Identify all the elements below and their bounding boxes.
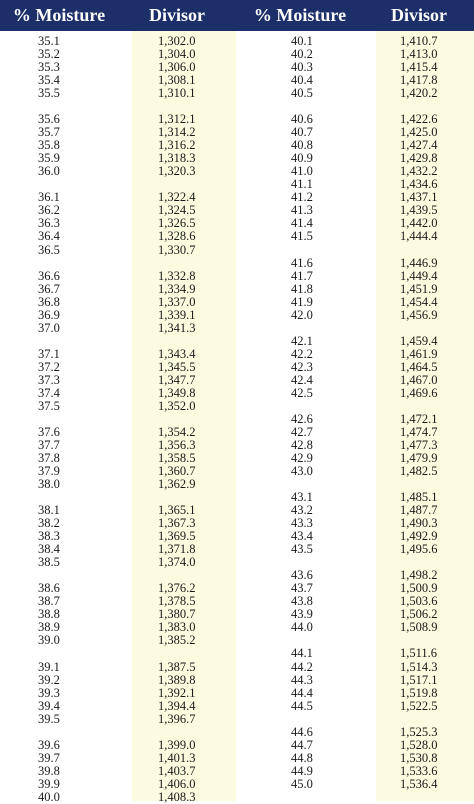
divisor-value: 1,320.3 [158, 164, 196, 179]
moisture-value: 41.7 [291, 268, 313, 283]
moisture-value: 42.0 [291, 307, 313, 322]
divisor-value: 1,500.9 [400, 581, 438, 596]
divisor-value: 1,341.3 [158, 320, 196, 335]
moisture-value: 39.7 [38, 750, 60, 765]
divisor-value: 1,345.5 [158, 359, 196, 374]
moisture-value: 37.4 [38, 385, 60, 400]
divisor-value: 1,432.2 [400, 164, 438, 179]
moisture-value: 39.9 [38, 776, 60, 791]
moisture-value: 38.0 [38, 477, 60, 492]
moisture-value: 43.2 [291, 503, 313, 518]
divisor-value: 1,454.4 [400, 294, 438, 309]
moisture-value: 42.6 [291, 411, 313, 426]
divisor-value: 1,420.2 [400, 86, 438, 101]
moisture-value: 36.4 [38, 229, 60, 244]
moisture-value: 43.5 [291, 542, 313, 557]
row-gap [400, 322, 470, 335]
moisture-value: 44.2 [291, 659, 313, 674]
header-moisture-1: % Moisture [12, 5, 106, 25]
divisor-value: 1,358.5 [158, 451, 196, 465]
divisor-value: 1,469.6 [400, 385, 438, 400]
moisture-value: 37.0 [38, 320, 60, 335]
divisor-value: 1,498.2 [400, 568, 438, 583]
divisor-value: 1,449.4 [400, 268, 438, 283]
divisor-value: 1,308.1 [158, 73, 196, 88]
divisor-value: 1,511.6 [400, 646, 438, 661]
moisture-value: 35.9 [38, 151, 60, 166]
moisture-value: 40.3 [291, 60, 313, 75]
divisor-value: 1,472.1 [400, 411, 438, 426]
row-gap [158, 335, 228, 348]
moisture-value: 42.5 [291, 385, 313, 400]
divisor-value: 1,347.7 [158, 372, 196, 387]
moisture-value: 36.9 [38, 307, 60, 322]
divisor-value: 1,354.2 [158, 424, 196, 439]
moisture-value: 41.0 [291, 164, 313, 179]
divisor-value: 1,376.2 [158, 581, 196, 596]
divisor-value: 1,408.3 [158, 789, 196, 804]
divisor-value: 1,479.9 [400, 451, 438, 465]
divisor-value: 1,314.2 [158, 125, 196, 140]
divisor-value: 1,508.9 [400, 620, 438, 635]
moisture-value: 44.8 [291, 750, 313, 765]
divisor-column-right [400, 35, 470, 791]
divisor-value: 1,522.5 [400, 698, 438, 713]
moisture-value: 37.2 [38, 359, 60, 374]
header-divisor-2: Divisor [391, 5, 447, 25]
moisture-value: 35.7 [38, 125, 60, 140]
header-moisture-2: % Moisture [253, 5, 347, 25]
moisture-value: 43.9 [291, 607, 313, 622]
divisor-value: 1,410.7 [400, 34, 438, 48]
moisture-value: 43.0 [291, 464, 313, 479]
moisture-value: 41.5 [291, 229, 313, 244]
moisture-value: 39.1 [38, 659, 60, 674]
moisture-value: 39.3 [38, 685, 60, 700]
moisture-value: 36.3 [38, 216, 60, 231]
divisor-value: 1,371.8 [158, 542, 196, 557]
moisture-value: 41.9 [291, 294, 313, 309]
moisture-value: 44.0 [291, 620, 313, 635]
moisture-value: 37.7 [38, 437, 60, 452]
divisor-value: 1,422.6 [400, 112, 438, 127]
moisture-value: 39.5 [38, 711, 60, 726]
divisor-value: 1,425.0 [400, 125, 438, 140]
divisor-value: 1,474.7 [400, 424, 438, 439]
divisor-value: 1,490.3 [400, 516, 438, 531]
moisture-value: 40.0 [38, 789, 60, 804]
divisor-value: 1,324.5 [158, 203, 196, 218]
divisor-value: 1,316.2 [158, 138, 196, 153]
divisor-value: 1,304.0 [158, 47, 196, 62]
divisor-value: 1,380.7 [158, 607, 196, 622]
moisture-value: 41.3 [291, 203, 313, 218]
divisor-value: 1,429.8 [400, 151, 438, 166]
divisor-value: 1,365.1 [158, 503, 196, 518]
row-gap [158, 647, 228, 660]
moisture-value: 38.4 [38, 542, 60, 557]
row-gap [158, 413, 228, 426]
moisture-value: 39.6 [38, 737, 60, 752]
moisture-column-left [38, 35, 72, 804]
divisor-value: 1,461.9 [400, 346, 438, 361]
moisture-value: 38.7 [38, 594, 60, 609]
divisor-value: 1,383.0 [158, 620, 196, 635]
divisor-value: 1,362.9 [158, 477, 196, 492]
moisture-value: 42.7 [291, 424, 313, 439]
moisture-value: 39.8 [38, 763, 60, 778]
moisture-value: 43.1 [291, 490, 313, 505]
moisture-value: 40.1 [291, 34, 313, 48]
moisture-value: 42.9 [291, 451, 313, 465]
moisture-value: 37.1 [38, 346, 60, 361]
row-gap [291, 244, 325, 257]
moisture-value: 44.5 [291, 698, 313, 713]
moisture-value: 38.3 [38, 529, 60, 544]
moisture-value: 42.2 [291, 346, 313, 361]
divisor-value: 1,352.0 [158, 398, 196, 413]
divisor-value: 1,328.6 [158, 229, 196, 244]
moisture-value: 44.7 [291, 737, 313, 752]
divisor-value: 1,389.8 [158, 672, 196, 687]
divisor-value: 1,403.7 [158, 763, 196, 778]
divisor-value: 1,444.4 [400, 229, 438, 244]
moisture-value: 37.6 [38, 424, 60, 439]
divisor-value: 1,413.0 [400, 47, 438, 62]
divisor-value: 1,525.3 [400, 724, 438, 739]
divisor-value: 1,533.6 [400, 763, 438, 778]
moisture-value: 38.6 [38, 581, 60, 596]
moisture-value: 44.4 [291, 685, 313, 700]
divisor-value: 1,369.5 [158, 529, 196, 544]
moisture-column-right [291, 35, 325, 791]
row-gap [291, 322, 325, 335]
row-gap [400, 400, 470, 413]
divisor-value: 1,464.5 [400, 359, 438, 374]
divisor-value: 1,477.3 [400, 437, 438, 452]
moisture-value: 40.8 [291, 138, 313, 153]
divisor-value: 1,456.9 [400, 307, 438, 322]
moisture-value: 35.6 [38, 112, 60, 127]
moisture-value: 45.0 [291, 776, 313, 791]
divisor-value: 1,528.0 [400, 737, 438, 752]
moisture-value: 36.8 [38, 294, 60, 309]
row-gap [400, 713, 470, 726]
divisor-value: 1,517.1 [400, 672, 438, 687]
moisture-value: 35.2 [38, 47, 60, 62]
divisor-value: 1,394.4 [158, 698, 196, 713]
row-gap [38, 335, 72, 348]
moisture-value: 37.3 [38, 372, 60, 387]
divisor-value: 1,339.1 [158, 307, 196, 322]
divisor-value: 1,485.1 [400, 490, 438, 505]
moisture-value: 35.1 [38, 34, 60, 48]
moisture-value: 40.9 [291, 151, 313, 166]
moisture-value: 36.2 [38, 203, 60, 218]
moisture-value: 40.2 [291, 47, 313, 62]
moisture-value: 35.3 [38, 60, 60, 75]
moisture-value: 39.0 [38, 633, 60, 648]
divisor-value: 1,467.0 [400, 372, 438, 387]
divisor-value: 1,459.4 [400, 333, 438, 348]
header-divisor-1: Divisor [149, 5, 205, 25]
moisture-value: 35.5 [38, 86, 60, 101]
divisor-value: 1,530.8 [400, 750, 438, 765]
moisture-value: 38.1 [38, 503, 60, 518]
moisture-value: 44.3 [291, 672, 313, 687]
divisor-value: 1,310.1 [158, 86, 196, 101]
table-header [0, 0, 474, 31]
divisor-value: 1,322.4 [158, 190, 196, 205]
divisor-value: 1,406.0 [158, 776, 196, 791]
moisture-value: 41.8 [291, 281, 313, 296]
divisor-value: 1,396.7 [158, 711, 196, 726]
moisture-value: 40.5 [291, 86, 313, 101]
moisture-value: 38.9 [38, 620, 60, 635]
divisor-value: 1,312.1 [158, 112, 196, 127]
moisture-value: 44.9 [291, 763, 313, 778]
moisture-value: 37.8 [38, 451, 60, 465]
divisor-value: 1,415.4 [400, 60, 438, 75]
moisture-value: 36.0 [38, 164, 60, 179]
moisture-value: 39.2 [38, 672, 60, 687]
moisture-value: 35.4 [38, 73, 60, 88]
divisor-value: 1,367.3 [158, 516, 196, 531]
divisor-value: 1,399.0 [158, 737, 196, 752]
moisture-value: 36.6 [38, 268, 60, 283]
moisture-value: 43.8 [291, 594, 313, 609]
moisture-value: 43.6 [291, 568, 313, 583]
divisor-value: 1,392.1 [158, 685, 196, 700]
row-gap [291, 400, 325, 413]
row-gap [38, 647, 72, 660]
moisture-value: 36.5 [38, 242, 60, 257]
divisor-value: 1,506.2 [400, 607, 438, 622]
divisor-value: 1,326.5 [158, 216, 196, 231]
moisture-value: 36.7 [38, 281, 60, 296]
divisor-value: 1,401.3 [158, 750, 196, 765]
divisor-value: 1,334.9 [158, 281, 196, 296]
moisture-value: 40.4 [291, 73, 313, 88]
divisor-value: 1,302.0 [158, 34, 196, 48]
divisor-value: 1,306.0 [158, 60, 196, 75]
moisture-value: 42.3 [291, 359, 313, 374]
divisor-value: 1,417.8 [400, 73, 438, 88]
divisor-value: 1,349.8 [158, 385, 196, 400]
divisor-value: 1,514.3 [400, 659, 438, 674]
moisture-value: 41.1 [291, 177, 313, 192]
divisor-value: 1,332.8 [158, 268, 196, 283]
row-gap [158, 257, 228, 270]
divisor-value: 1,482.5 [400, 464, 438, 479]
divisor-value: 1,451.9 [400, 281, 438, 296]
moisture-value: 36.1 [38, 190, 60, 205]
moisture-value: 43.7 [291, 581, 313, 596]
row-gap [158, 726, 228, 739]
divisor-value: 1,487.7 [400, 503, 438, 518]
divisor-value: 1,446.9 [400, 255, 438, 270]
divisor-value: 1,387.5 [158, 659, 196, 674]
moisture-value: 41.2 [291, 190, 313, 205]
moisture-value: 43.3 [291, 516, 313, 531]
divisor-value: 1,360.7 [158, 464, 196, 479]
moisture-value: 39.4 [38, 698, 60, 713]
moisture-value: 44.6 [291, 724, 313, 739]
divisor-value: 1,503.6 [400, 594, 438, 609]
divisor-value: 1,330.7 [158, 242, 196, 257]
row-gap [400, 244, 470, 257]
divisor-value: 1,356.3 [158, 437, 196, 452]
divisor-value: 1,492.9 [400, 529, 438, 544]
moisture-value: 40.6 [291, 112, 313, 127]
row-gap [38, 257, 72, 270]
divisor-value: 1,427.4 [400, 138, 438, 153]
divisor-value: 1,439.5 [400, 203, 438, 218]
divisor-value: 1,378.5 [158, 594, 196, 609]
moisture-value: 38.2 [38, 516, 60, 531]
moisture-value: 40.7 [291, 125, 313, 140]
moisture-value: 41.6 [291, 255, 313, 270]
divisor-value: 1,519.8 [400, 685, 438, 700]
divisor-value: 1,442.0 [400, 216, 438, 231]
row-gap [38, 413, 72, 426]
moisture-value: 35.8 [38, 138, 60, 153]
divisor-value: 1,318.3 [158, 151, 196, 166]
divisor-value: 1,337.0 [158, 294, 196, 309]
moisture-value: 38.8 [38, 607, 60, 622]
moisture-value: 41.4 [291, 216, 313, 231]
divisor-value: 1,374.0 [158, 555, 196, 570]
divisor-column-left [158, 35, 228, 804]
moisture-value: 43.4 [291, 529, 313, 544]
moisture-value: 38.5 [38, 555, 60, 570]
moisture-value: 42.1 [291, 333, 313, 348]
moisture-value: 44.1 [291, 646, 313, 661]
moisture-value: 42.8 [291, 437, 313, 452]
row-gap [291, 713, 325, 726]
divisor-value: 1,495.6 [400, 542, 438, 557]
moisture-value: 37.5 [38, 398, 60, 413]
divisor-value: 1,434.6 [400, 177, 438, 192]
row-gap [38, 726, 72, 739]
moisture-value: 37.9 [38, 464, 60, 479]
divisor-value: 1,536.4 [400, 776, 438, 791]
divisor-value: 1,343.4 [158, 346, 196, 361]
divisor-value: 1,385.2 [158, 633, 196, 648]
divisor-value: 1,437.1 [400, 190, 438, 205]
moisture-value: 42.4 [291, 372, 313, 387]
